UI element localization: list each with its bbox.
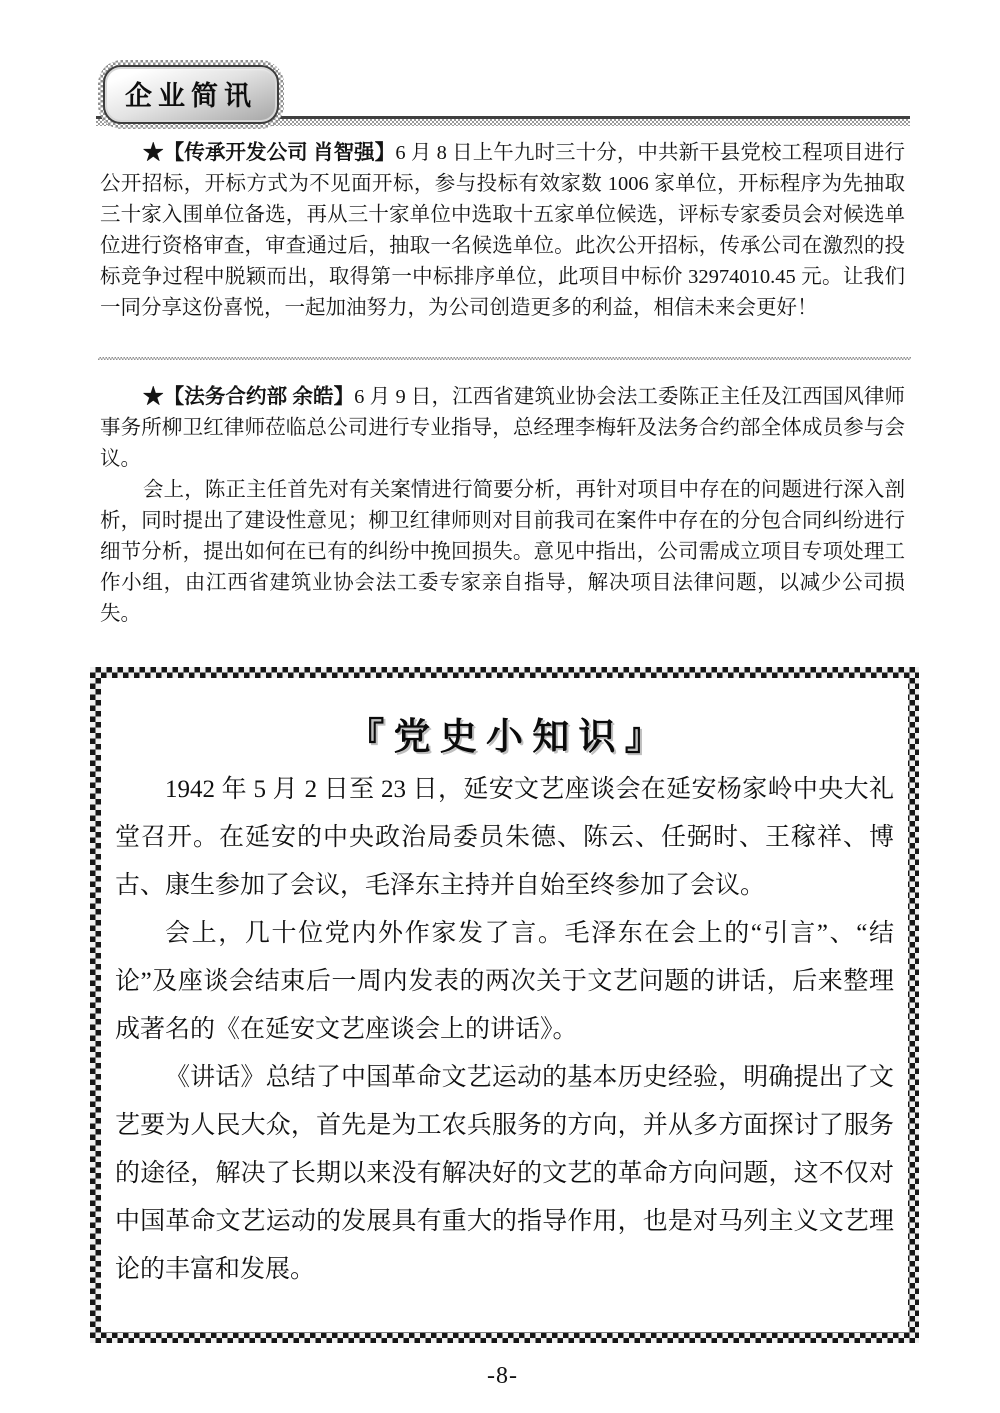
news-item-2-header: ★【法务合约部 余皓】 bbox=[143, 386, 355, 408]
news-item-1-body: 6 月 8 日上午九时三十分，中共新干县党校工程项目进行公开招标，开标方式为不见面开标，参与投标有效家数 1006 家单位，开标程序为先抽取三十家入围单位备选，再从三十家单位中选取十五家单位候选，评标专家委员会对候选单位进行资格审查，审查通过后，抽取一名候选单位。此次公开招标，传承公司在激烈的投标竞争过程中脱颖而出，取得第一中标排序单位，此项目中标价 32974010.45 元。让我们一同分享这份喜悦，一起加油努力，为公司创造更多的利益，相信未来会更好！ bbox=[100, 142, 906, 319]
knowledge-box-border bbox=[90, 667, 919, 1343]
knowledge-box-paragraph-2: 会上，几十位党内外作家发了言。毛泽东在会上的“引言”、“结论”及座谈会结束后一周内发表的两次关于文艺问题的讲话，后来整理成著名的《在延安文艺座谈会上的讲话》。 bbox=[115, 920, 894, 1043]
page-header bbox=[100, 60, 905, 132]
news-item-1 bbox=[100, 138, 905, 324]
section-badge: 企业简讯 bbox=[103, 65, 279, 124]
news-item-2 bbox=[100, 382, 905, 475]
news-item-2-body: 6 月 9 日，江西省建筑业协会法工委陈正主任及江西国风律师事务所柳卫红律师莅临总公司进行专业指导，总经理李梅轩及法务合约部全体成员参与会议。 bbox=[100, 386, 905, 470]
knowledge-box bbox=[101, 678, 908, 1332]
knowledge-box-paragraph-1: 1942 年 5 月 2 日至 23 日，延安文艺座谈会在延安杨家岭中央大礼堂召开。在延安的中央政治局委员朱德、陈云、任弼时、王稼祥、博古、康生参加了会议，毛泽东主持并自始至终参加了会议。 bbox=[115, 776, 894, 899]
section-divider bbox=[98, 357, 911, 360]
news-item-1-header: ★【传承开发公司 肖智强】 bbox=[143, 142, 396, 164]
section-badge-frame bbox=[98, 60, 284, 129]
knowledge-box-title: 『 党 史 小 知 识 』 bbox=[347, 717, 662, 758]
knowledge-box-paragraph-3: 《讲话》总结了中国革命文艺运动的基本历史经验，明确提出了文艺要为人民大众，首先是为工农兵服务的方向，并从多方面探讨了服务的途径，解决了长期以来没有解决好的文艺的革命方向问题，这不仅对中国革命文艺运动的发展具有重大的指导作用，也是对马列主义文艺理论的丰富和发展。 bbox=[115, 1064, 894, 1283]
page-number: -8- bbox=[487, 1363, 518, 1389]
news-item-2-paragraph-2: 会上，陈正主任首先对有关案情进行简要分析，再针对项目中存在的问题进行深入剖析，同时提出了建设性意见；柳卫红律师则对目前我司在案件中存在的分包合同纠纷进行细节分析，提出如何在已有的纠纷中挽回损失。意见中指出，公司需成立项目专项处理工作小组，由江西省建筑业协会法工委专家亲自指导，解决项目法律问题，以减少公司损失。 bbox=[100, 479, 905, 625]
